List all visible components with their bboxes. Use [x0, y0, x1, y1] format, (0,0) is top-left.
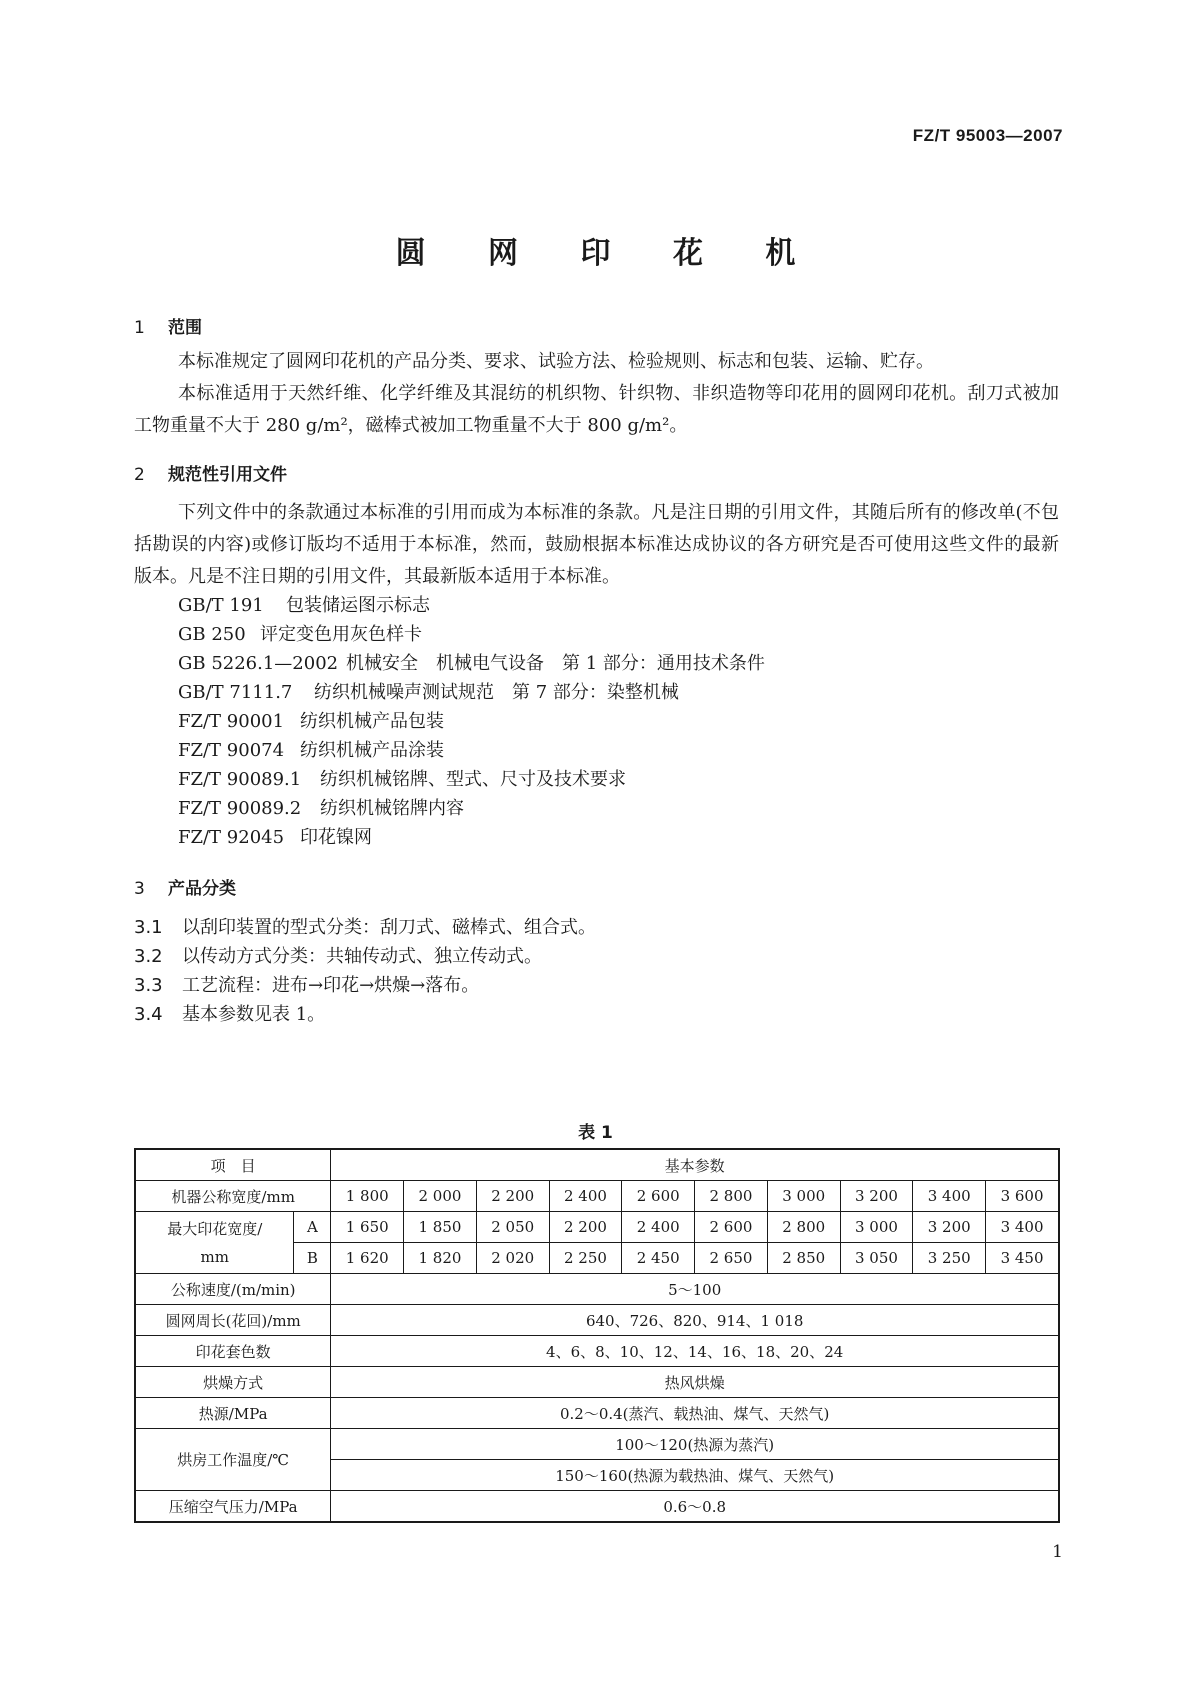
reference-item [178, 706, 444, 738]
section-title: 范围 [168, 318, 202, 338]
clause-item [134, 999, 325, 1031]
clause-number: 3.3 [134, 975, 163, 996]
row-label: 烘燥方式 [135, 1367, 331, 1398]
reference-code: FZ/T 92045 [178, 827, 285, 848]
table-row [135, 1305, 1059, 1336]
reference-code: FZ/T 90089.1 [178, 769, 302, 790]
table-cell: 3 250 [913, 1243, 986, 1274]
table-row [135, 1429, 1059, 1460]
table-cell: 3 600 [986, 1181, 1059, 1212]
row-sublabel: B [294, 1243, 331, 1274]
reference-code: FZ/T 90074 [178, 740, 285, 761]
reference-code: FZ/T 90089.2 [178, 798, 302, 819]
table-cell: 0.6～0.8 [331, 1491, 1059, 1523]
row-label: 热源/MPa [135, 1398, 331, 1429]
reference-code: FZ/T 90001 [178, 711, 285, 732]
table-cell: 2 400 [622, 1212, 695, 1243]
reference-title: 包装储运图示标志 [286, 595, 430, 616]
table-cell: 1 620 [331, 1243, 404, 1274]
section-title: 产品分类 [168, 879, 236, 899]
table-cell: 3 000 [767, 1181, 840, 1212]
reference-code: GB/T 7111.7 [178, 682, 293, 703]
table-cell: 1 850 [404, 1212, 477, 1243]
table-cell: 5～100 [331, 1274, 1059, 1305]
table-cell: 2 200 [476, 1181, 549, 1212]
table-cell: 3 000 [840, 1212, 913, 1243]
standard-code: FZ/T 95003—2007 [912, 126, 1063, 145]
reference-item [178, 648, 765, 680]
section-number: 1 [134, 318, 145, 338]
section-1-paragraph-2: 本标准适用于天然纤维、化学纤维及其混纺的机织物、针织物、非织造物等印花用的圆网印花机。刮刀式被加工物重量不大于 280 g/m²，磁棒式被加工物重量不大于 800 g/m²。 [134, 383, 1059, 436]
row-sublabel: A [294, 1212, 331, 1243]
table-caption: 表 1 [578, 1123, 613, 1143]
table-row [135, 1274, 1059, 1305]
table-row [135, 1181, 1059, 1212]
clause-text: 工艺流程：进布→印花→烘燥→落布。 [182, 975, 480, 996]
section-2-paragraph-1: 下列文件中的条款通过本标准的引用而成为本标准的条款。凡是注日期的引用文件，其随后所有的修改单(不包括勘误的内容)或修订版均不适用于本标准，然而，鼓励根据本标准达成协议的各方研究是否可使用这些文件的最新版本。凡是不注日期的引用文件，其最新版本适用于本标准。 [134, 502, 1059, 587]
section-1-heading [134, 313, 202, 338]
clause-text: 基本参数见表 1。 [182, 1004, 326, 1025]
row-label: 最大印花宽度/ mm [135, 1212, 294, 1274]
table-cell: 2 450 [622, 1243, 695, 1274]
table-cell: 640、726、820、914、1 018 [331, 1305, 1059, 1336]
table-cell: 热风烘燥 [331, 1367, 1059, 1398]
table-cell: 1 800 [331, 1181, 404, 1212]
table-row [135, 1212, 1059, 1243]
table-cell: 2 600 [695, 1212, 768, 1243]
section-title: 规范性引用文件 [168, 465, 287, 485]
row-label: 印花套色数 [135, 1336, 331, 1367]
table-cell: 2 600 [622, 1181, 695, 1212]
clause-number: 3.2 [134, 946, 163, 967]
clause-item [134, 941, 542, 973]
section-1-paragraph-1: 本标准规定了圆网印花机的产品分类、要求、试验方法、检验规则、标志和包装、运输、贮存。 [178, 351, 934, 372]
table-cell: 2 250 [549, 1243, 622, 1274]
row-label: 圆网周长(花回)/mm [135, 1305, 331, 1336]
row-label: 机器公称宽度/mm [135, 1181, 331, 1212]
section-2-heading [134, 460, 287, 485]
reference-title: 纺织机械铭牌、型式、尺寸及技术要求 [320, 769, 626, 790]
table-cell: 3 200 [840, 1181, 913, 1212]
table-cell: 1 820 [404, 1243, 477, 1274]
table-cell: 2 800 [695, 1181, 768, 1212]
reference-title: 纺织机械噪声测试规范 第 7 部分：染整机械 [314, 682, 679, 703]
clause-item [134, 970, 479, 1002]
clause-item [134, 912, 596, 944]
reference-item [178, 677, 679, 709]
table-cell: 2 020 [476, 1243, 549, 1274]
reference-title: 印花镍网 [300, 827, 372, 848]
clause-number: 3.1 [134, 917, 163, 938]
table-row [135, 1398, 1059, 1429]
document-title: 圆 网 印 花 机 [395, 236, 822, 271]
table-cell: 3 400 [913, 1181, 986, 1212]
table-cell: 2 000 [404, 1181, 477, 1212]
header-params-cell: 基本参数 [331, 1149, 1059, 1181]
header-item-cell: 项 目 [135, 1149, 331, 1181]
table-cell: 100～120(热源为蒸汽) [331, 1429, 1059, 1460]
parameter-table [134, 1148, 1060, 1523]
reference-title: 机械安全 机械电气设备 第 1 部分：通用技术条件 [346, 653, 765, 674]
table-cell: 3 200 [913, 1212, 986, 1243]
section-number: 2 [134, 465, 145, 485]
table-row [135, 1491, 1059, 1523]
reference-title: 评定变色用灰色样卡 [260, 624, 422, 645]
reference-title: 纺织机械铭牌内容 [320, 798, 464, 819]
reference-title: 纺织机械产品包装 [300, 711, 444, 732]
table-cell: 2 850 [767, 1243, 840, 1274]
table-cell: 150～160(热源为载热油、煤气、天然气) [331, 1460, 1059, 1491]
reference-item [178, 590, 430, 622]
clause-number: 3.4 [134, 1004, 163, 1025]
section-3-heading [134, 874, 236, 899]
row-label: 烘房工作温度/℃ [135, 1429, 331, 1491]
reference-item [178, 822, 372, 854]
section-number: 3 [134, 879, 145, 899]
clause-text: 以传动方式分类：共轴传动式、独立传动式。 [182, 946, 542, 967]
table-cell: 2 800 [767, 1212, 840, 1243]
table-cell: 4、6、8、10、12、14、16、18、20、24 [331, 1336, 1059, 1367]
reference-code: GB/T 191 [178, 595, 264, 616]
reference-item [178, 619, 422, 651]
table-cell: 3 450 [986, 1243, 1059, 1274]
table-row [135, 1367, 1059, 1398]
table-cell: 1 650 [331, 1212, 404, 1243]
reference-code: GB 5226.1—2002 [178, 653, 339, 674]
table-header-row [135, 1149, 1059, 1181]
row-label: 公称速度/(m/min) [135, 1274, 331, 1305]
reference-item [178, 735, 444, 767]
clause-text: 以刮印装置的型式分类：刮刀式、磁棒式、组合式。 [182, 917, 596, 938]
table-cell: 2 050 [476, 1212, 549, 1243]
table-cell: 0.2～0.4(蒸汽、载热油、煤气、天然气) [331, 1398, 1059, 1429]
table-cell: 2 650 [695, 1243, 768, 1274]
reference-item [178, 764, 626, 796]
reference-code: GB 250 [178, 624, 246, 645]
reference-title: 纺织机械产品涂装 [300, 740, 444, 761]
row-label: 压缩空气压力/MPa [135, 1491, 331, 1523]
reference-item [178, 793, 464, 825]
page-number: 1 [1052, 1542, 1063, 1562]
table-row [135, 1336, 1059, 1367]
table-cell: 2 200 [549, 1212, 622, 1243]
table-cell: 3 400 [986, 1212, 1059, 1243]
table-cell: 3 050 [840, 1243, 913, 1274]
table-cell: 2 400 [549, 1181, 622, 1212]
